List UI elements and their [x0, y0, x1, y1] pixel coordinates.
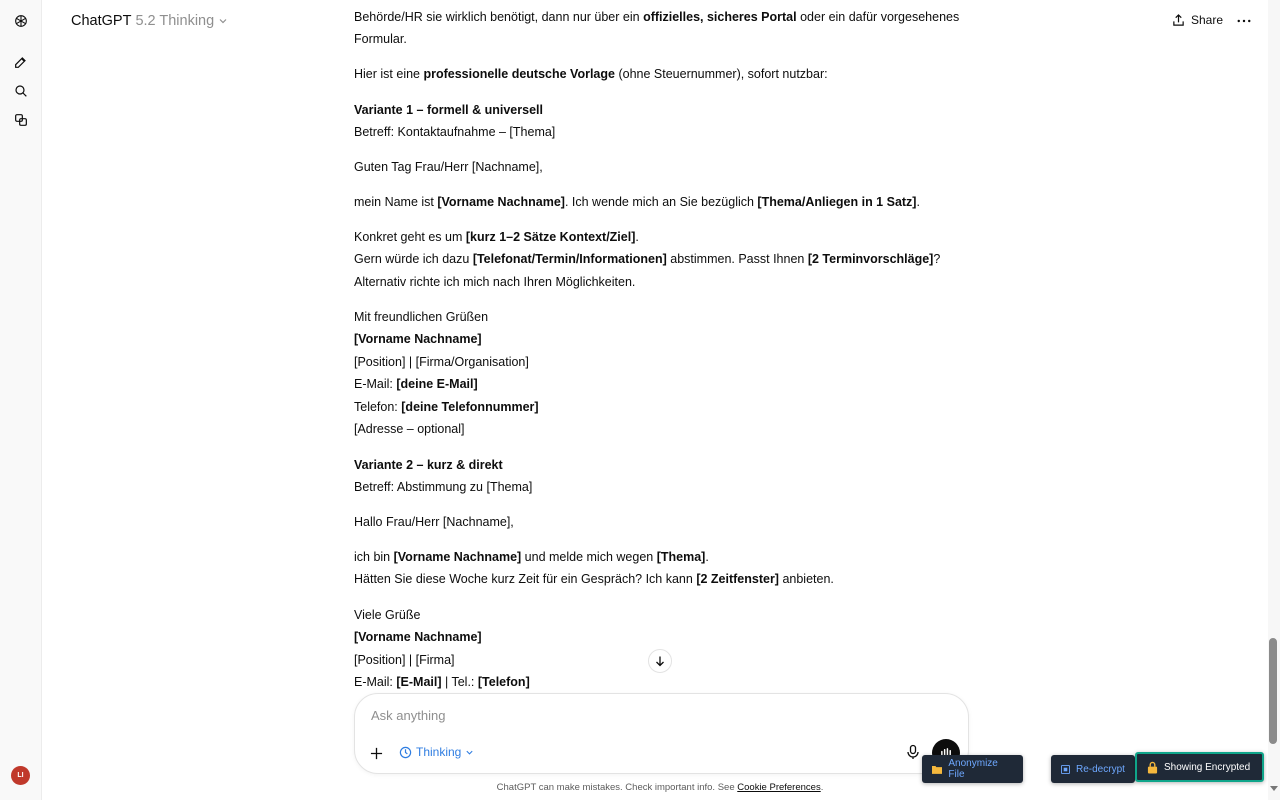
variant-1-signature: Mit freundlichen Grüßen [Vorname Nachname] [Position] | [Firma/Organisation] E-Mail: [deine E-Mail] Telefon: [deine Telefonnummer] [Adresse – optional] [354, 310, 539, 437]
arrow-down-icon [654, 655, 666, 667]
scroll-down-arrow-icon[interactable] [1270, 786, 1278, 791]
variant-1-paragraph-1: mein Name ist [Vorname Nachname]. Ich wende mich an Sie bezüglich [Thema/Anliegen in 1 Satz]. [354, 195, 920, 209]
variant-2-greeting: Hallo Frau/Herr [Nachname], [354, 515, 514, 529]
variant-1-paragraph-2: Konkret geht es um [kurz 1–2 Sätze Kontext/Ziel]. Gern würde ich dazu [Telefonat/Termin/Informationen] abstimmen. Passt Ihnen [2 Terminvorschläge]? Alternativ richte ich mich nach Ihren Möglichkeiten. [354, 230, 941, 289]
left-rail [0, 0, 42, 800]
model-name: 5.2 Thinking [135, 13, 215, 29]
new-chat-icon[interactable] [10, 51, 32, 73]
variant-2-paragraph-1: ich bin [Vorname Nachname] und melde mich wegen [Thema]. Hätten Sie diese Woche kurz Zeit für ein Gespräch? Ich kann [2 Zeitfenster] anbieten. [354, 550, 834, 587]
share-icon [1172, 14, 1185, 27]
avatar[interactable]: LI [11, 766, 30, 785]
scrollbar-thumb[interactable] [1269, 638, 1277, 744]
thinking-mode-button[interactable] [399, 743, 474, 761]
re-decrypt-button[interactable]: Re-decrypt [1051, 755, 1135, 783]
variant-2-signature: Viele Grüße [Vorname Nachname] [Position] | [Firma] E-Mail: [E-Mail] | Tel.: [Telefon] [354, 608, 530, 690]
microphone-icon[interactable] [905, 744, 921, 760]
cookie-preferences-link[interactable]: Cookie Preferences [737, 782, 821, 793]
chevron-down-icon [218, 16, 228, 26]
composer [354, 693, 969, 774]
thinking-icon [399, 746, 412, 759]
variant-2-title: Variante 2 – kurz & direkt [354, 458, 503, 472]
folder-icon [932, 765, 942, 774]
scroll-to-bottom-button[interactable] [648, 649, 672, 673]
variant-1-header [354, 99, 974, 144]
lock-icon [1147, 761, 1158, 774]
library-icon[interactable] [10, 109, 32, 131]
template-intro: Hier ist eine professionelle deutsche Vorlage (ohne Steuernummer), sofort nutzbar: [354, 67, 828, 81]
more-options-icon[interactable] [1236, 13, 1252, 29]
search-icon[interactable] [10, 80, 32, 102]
openai-logo-icon[interactable] [10, 10, 32, 32]
share-button[interactable] [1172, 13, 1223, 27]
app-name: ChatGPT [71, 13, 132, 29]
prompt-input[interactable] [371, 708, 851, 723]
chevron-down-icon [465, 748, 474, 757]
model-selector[interactable] [71, 13, 228, 29]
variant-1-title: Variante 1 – formell & universell [354, 103, 543, 117]
variant-1-greeting: Guten Tag Frau/Herr [Nachname], [354, 160, 543, 174]
variant-2-header [354, 454, 974, 499]
decrypt-icon [1061, 765, 1070, 774]
share-label: Share [1191, 13, 1224, 27]
variant-2-subject: Betreff: Abstimmung zu [Thema] [354, 480, 533, 495]
plus-icon [370, 747, 383, 760]
showing-encrypted-toggle[interactable]: Showing Encrypted [1135, 752, 1264, 782]
disclaimer: ChatGPT can make mistakes. Check important info. See Cookie Preferences. [496, 782, 824, 793]
add-attachment-button[interactable] [367, 744, 385, 762]
anonymize-file-button[interactable]: Anonymize File [922, 755, 1023, 783]
message-intro: Behörde/HR sie wirklich benötigt, dann nur über ein offizielles, sicheres Portal oder ein dafür vorgesehenes Formular. [354, 10, 960, 47]
variant-1-subject: Betreff: Kontaktaufnahme – [Thema] [354, 125, 556, 140]
thinking-label: Thinking [416, 745, 462, 759]
